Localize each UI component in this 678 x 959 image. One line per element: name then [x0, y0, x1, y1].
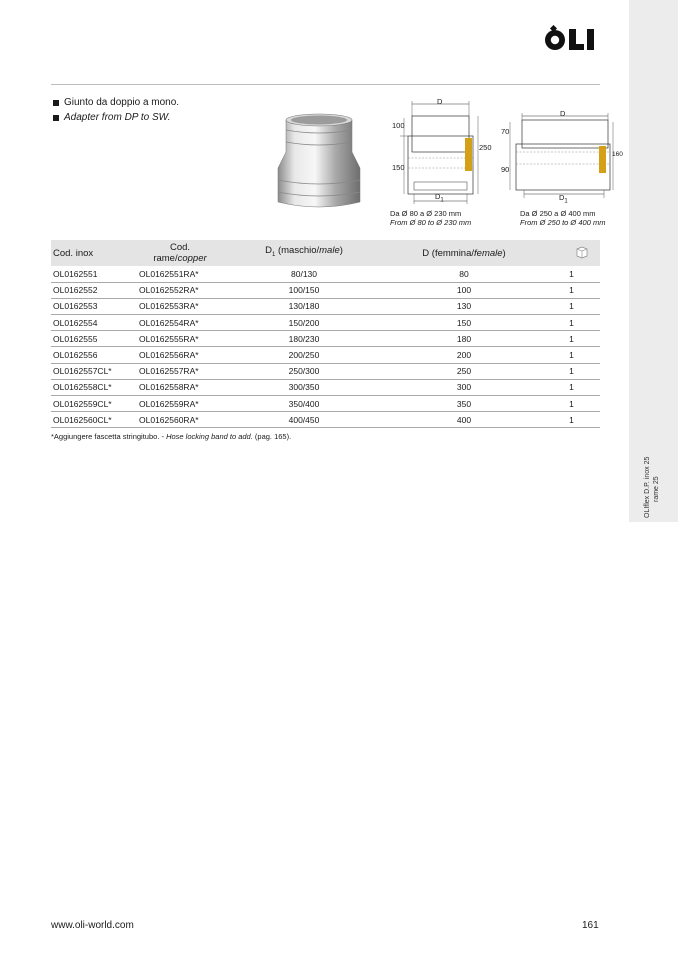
cell-d: 100 [385, 282, 543, 298]
cell-d: 350 [385, 396, 543, 412]
page-number: 161 [582, 920, 599, 931]
table-row [51, 347, 600, 363]
side-tab-label [644, 430, 670, 520]
cell-rame: OL0162553RA* [137, 298, 223, 314]
header-d1-male: $D_1$ (maschio/male) [265, 245, 343, 258]
header-rule [51, 84, 600, 85]
description-en-text: Adapter from DP to SW. [64, 112, 171, 123]
cell-d1: 200/250 [223, 347, 385, 363]
table-row [51, 298, 600, 314]
cell-d: 150 [385, 315, 543, 331]
footnote-ref: (pag. 165). [252, 432, 292, 441]
footnote-it: *Aggiungere fascetta stringitubo. - [51, 432, 167, 441]
product-table [51, 240, 600, 428]
header-cod-inox: Cod. inox [53, 247, 94, 259]
description-en [53, 110, 179, 125]
diagram-left [390, 96, 500, 231]
diagram-left-caption-en: From Ø 80 to Ø 230 mm [390, 218, 472, 227]
cell-inox: OL0162554 [51, 315, 137, 331]
cell-d1: 150/200 [223, 315, 385, 331]
header-d-female: D (femmina/female) [422, 247, 506, 259]
diagram-left-dim-lower: 150 [392, 163, 405, 172]
table-header-row [51, 240, 600, 266]
diagram-right-dim-upper: 70 [501, 127, 510, 136]
cell-d: 80 [385, 266, 543, 282]
diagram-right-bottom-label: $D_1$ [559, 193, 568, 205]
product-photo [274, 106, 364, 214]
cell-d1: 350/400 [223, 396, 385, 412]
product-description [53, 95, 179, 125]
description-it-text: Giunto da doppio a mono. [64, 97, 180, 108]
table-row [51, 266, 600, 282]
logo-text: OLI [543, 25, 545, 26]
cell-inox: OL0162556 [51, 347, 137, 363]
cell-d1: 400/450 [223, 412, 385, 428]
oli-logo [543, 25, 601, 53]
bullet-square-icon [53, 115, 59, 121]
cell-qty: 1 [543, 331, 600, 347]
website-link[interactable]: www.oli-world.com [51, 920, 134, 931]
cell-qty: 1 [543, 412, 600, 428]
cell-inox: OL0162552 [51, 282, 137, 298]
cell-rame: OL0162556RA* [137, 347, 223, 363]
cell-rame: OL0162558RA* [137, 379, 223, 395]
side-tab-line1: OLIflex D.P. inox 25 [644, 456, 651, 518]
cell-qty: 1 [543, 396, 600, 412]
table-row [51, 396, 600, 412]
table-row [51, 412, 600, 428]
diagram-right-caption-en: From Ø 250 to Ø 400 mm [520, 218, 606, 227]
cell-inox: OL0162553 [51, 298, 137, 314]
cell-rame: OL0162560RA* [137, 412, 223, 428]
cell-d: 400 [385, 412, 543, 428]
cell-qty: 1 [543, 298, 600, 314]
cell-qty: 1 [543, 315, 600, 331]
description-it [53, 95, 179, 110]
cell-qty: 1 [543, 379, 600, 395]
footnote-en: Hose locking band to add. [166, 432, 253, 441]
cell-qty: 1 [543, 282, 600, 298]
diagram-left-dim-total: 250 [479, 143, 492, 152]
cell-rame: OL0162554RA* [137, 315, 223, 331]
diagram-right-dim-total: 160 [612, 151, 623, 158]
diagram-left-caption-it: Da Ø 80 a Ø 230 mm [390, 209, 462, 218]
diagram-left-bottom-label: $D_1$ [435, 192, 444, 204]
cell-d1: 300/350 [223, 379, 385, 395]
cell-d: 180 [385, 331, 543, 347]
cell-d1: 250/300 [223, 363, 385, 379]
diagram-right-caption-it: Da Ø 250 a Ø 400 mm [520, 209, 596, 218]
cell-d1: 100/150 [223, 282, 385, 298]
box-icon [575, 245, 589, 259]
cell-inox: OL0162558CL* [51, 379, 137, 395]
bullet-square-icon [53, 100, 59, 106]
cell-d: 130 [385, 298, 543, 314]
footnote [51, 432, 291, 441]
table-row [51, 315, 600, 331]
cell-rame: OL0162559RA* [137, 396, 223, 412]
cell-qty: 1 [543, 266, 600, 282]
diagram-right [500, 108, 628, 231]
cell-inox: OL0162551 [51, 266, 137, 282]
cell-inox: OL0162559CL* [51, 396, 137, 412]
table-row [51, 379, 600, 395]
cell-qty: 1 [543, 363, 600, 379]
table-row [51, 331, 600, 347]
cell-inox: OL0162557CL* [51, 363, 137, 379]
cell-d1: 80/130 [223, 266, 385, 282]
cell-rame: OL0162551RA* [137, 266, 223, 282]
cell-rame: OL0162555RA* [137, 331, 223, 347]
cell-d1: 180/230 [223, 331, 385, 347]
table-row [51, 282, 600, 298]
diagram-left-dim-upper: 100 [392, 121, 405, 130]
cell-d: 200 [385, 347, 543, 363]
cell-qty: 1 [543, 347, 600, 363]
side-tab-line2: rame 25 [653, 476, 660, 502]
cell-rame: OL0162557RA* [137, 363, 223, 379]
header-cod-rame: Cod. rame/copper [153, 242, 207, 264]
cell-d1: 130/180 [223, 298, 385, 314]
header-pack [543, 240, 600, 266]
cell-d: 250 [385, 363, 543, 379]
cell-inox: OL0162560CL* [51, 412, 137, 428]
diagram-right-top-label: D [560, 109, 566, 118]
table-row [51, 363, 600, 379]
diagram-right-dim-lower: 90 [501, 165, 510, 174]
diagram-left-top-label: D [437, 97, 443, 106]
cell-rame: OL0162552RA* [137, 282, 223, 298]
cell-d: 300 [385, 379, 543, 395]
cell-inox: OL0162555 [51, 331, 137, 347]
